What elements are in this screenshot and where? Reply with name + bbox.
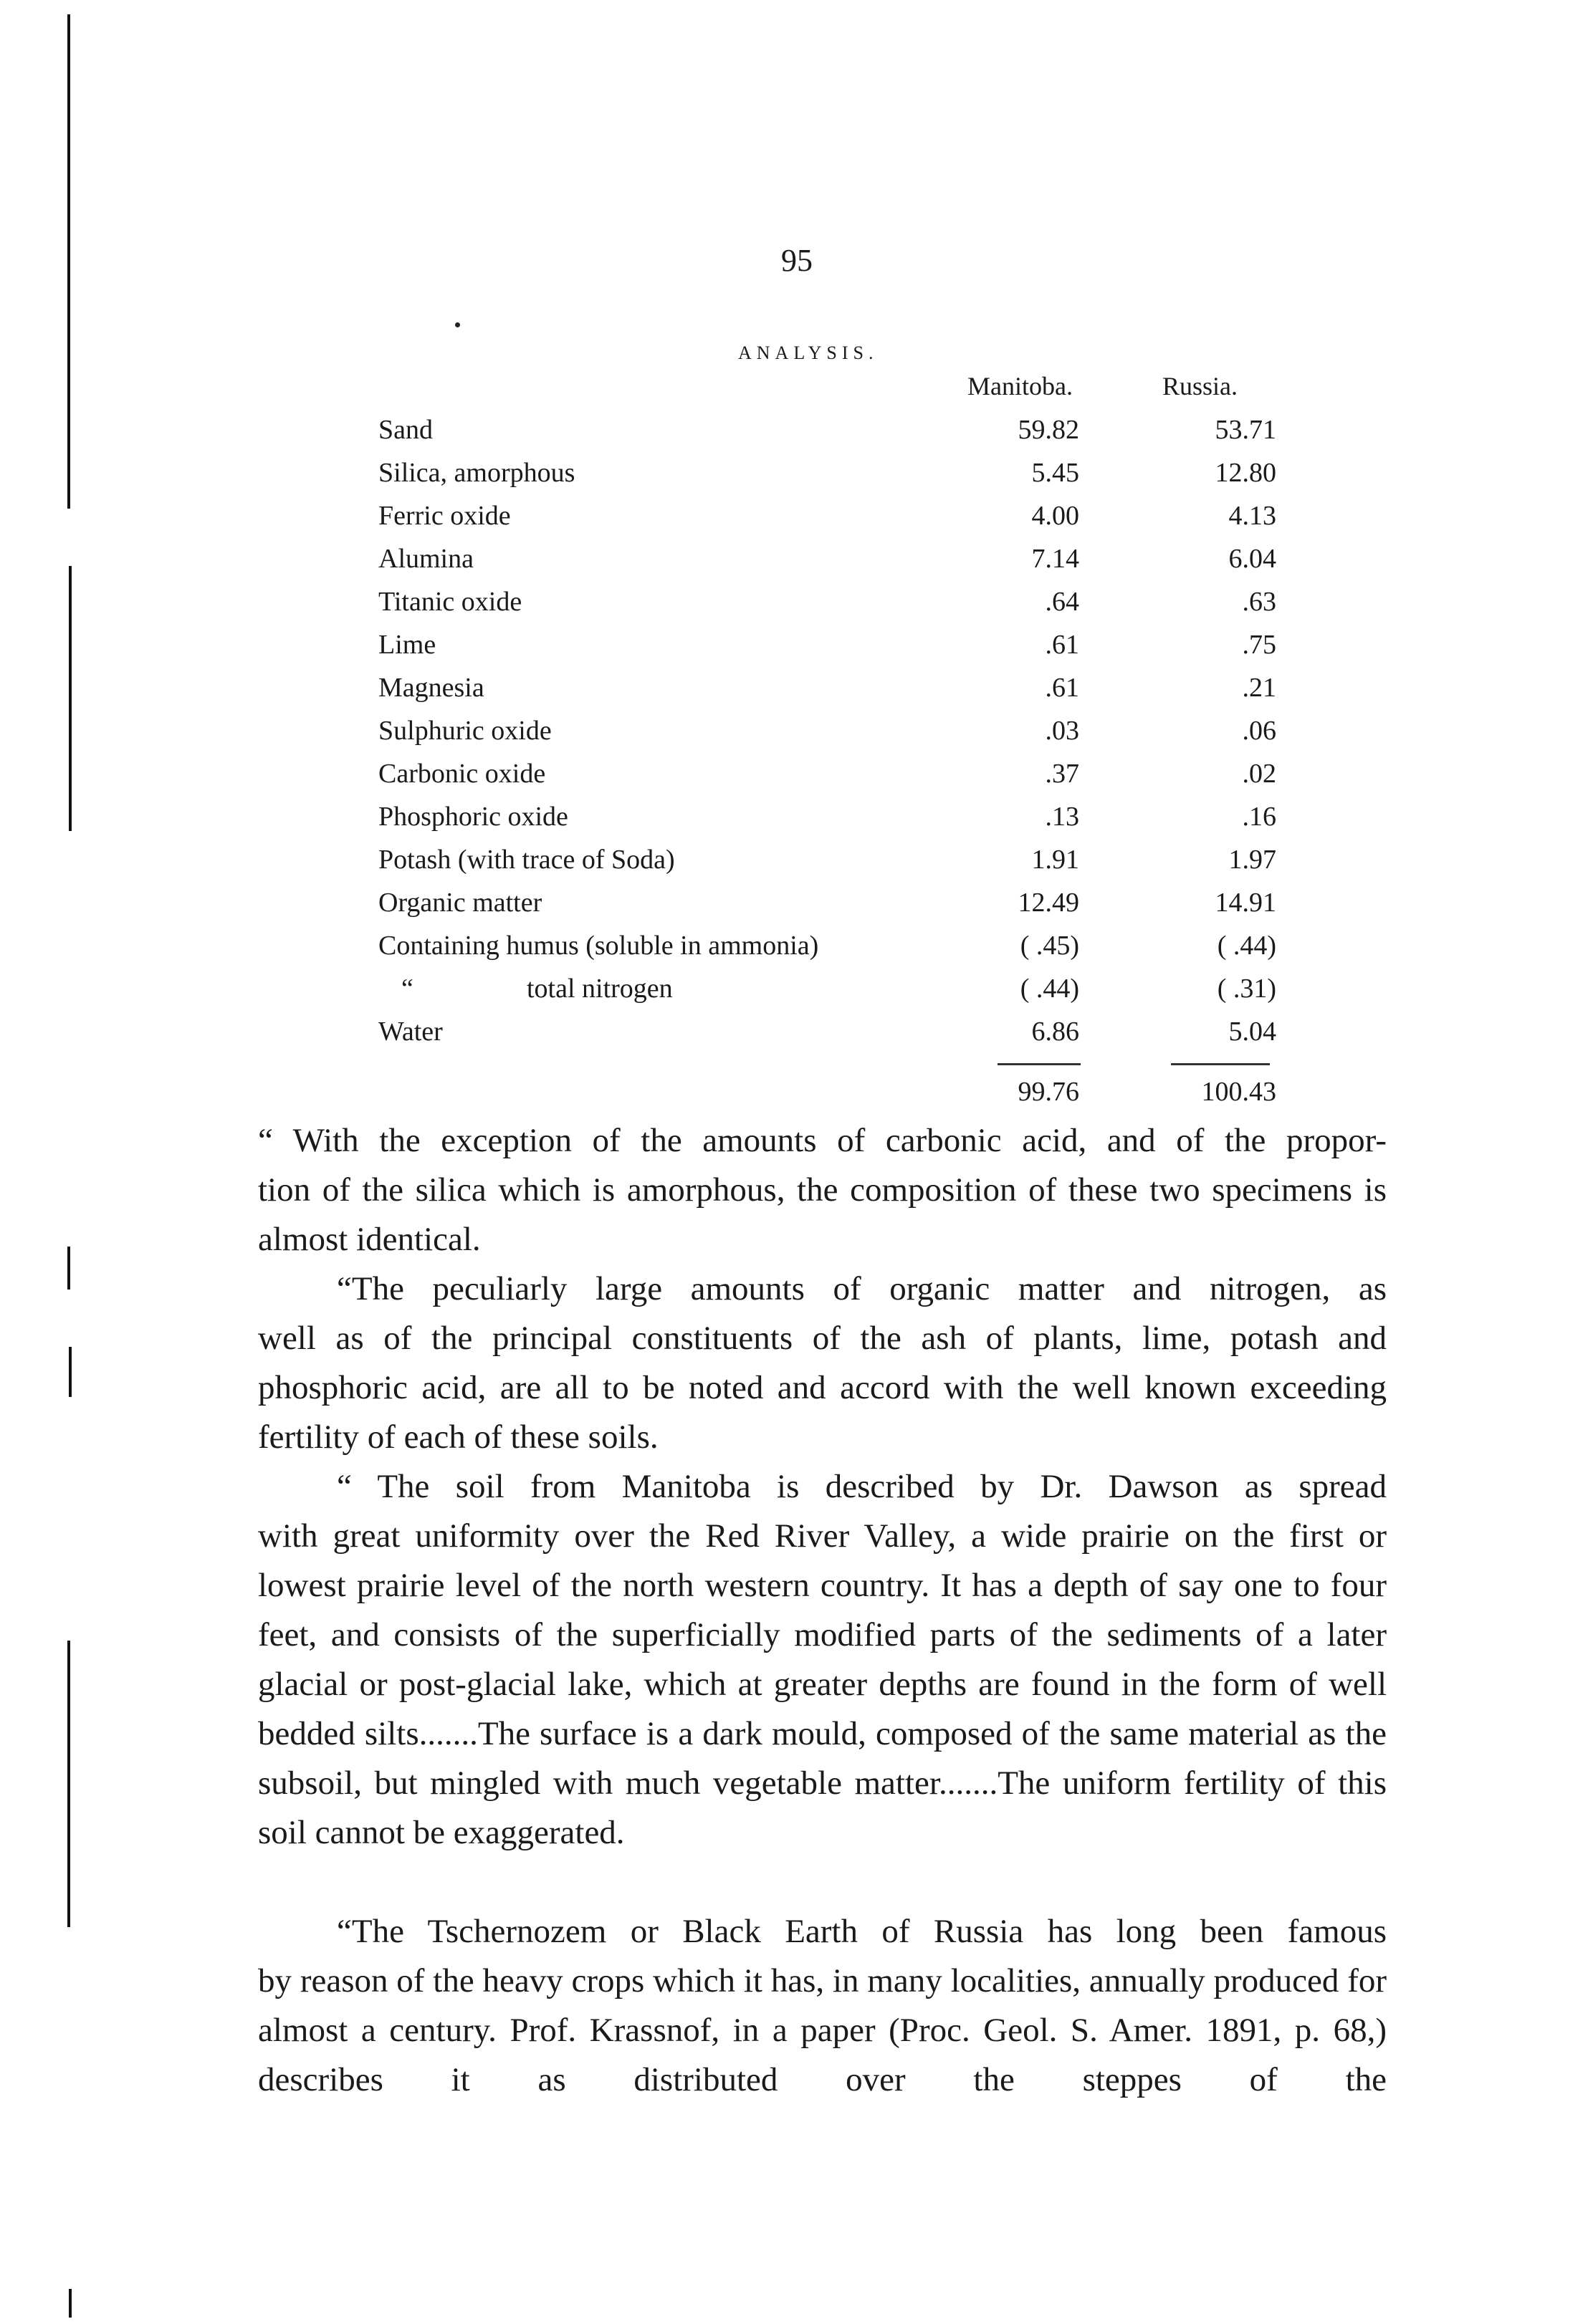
margin-mark bbox=[69, 2289, 72, 2318]
paragraph-text: by reason of the heavy crops which it has, in many localities, annually produced for almost a century. Prof. Krassnof, in a paper (Proc. Geol. S. Amer. 1891, p. 68,) describes it as distributed over the steppes of the bbox=[258, 1962, 1387, 2098]
russia-value: 53.71 bbox=[1215, 415, 1276, 445]
row-label: Sand bbox=[378, 415, 433, 445]
table-row bbox=[0, 586, 1588, 629]
russia-total: 100.43 bbox=[1201, 1077, 1276, 1107]
manitoba-total: 99.76 bbox=[1018, 1077, 1079, 1107]
manitoba-value: 5.45 bbox=[1031, 458, 1079, 488]
table-row bbox=[0, 715, 1588, 758]
stray-dot bbox=[455, 322, 460, 327]
russia-value: .06 bbox=[1242, 716, 1276, 746]
margin-mark bbox=[69, 1347, 72, 1397]
manitoba-value: .13 bbox=[1045, 802, 1079, 832]
row-label: Potash (with trace of Soda) bbox=[378, 845, 675, 875]
row-label-text: total nitrogen bbox=[527, 974, 673, 1004]
table-row bbox=[0, 844, 1588, 887]
row-label: Titanic oxide bbox=[378, 587, 522, 617]
manitoba-value: 4.00 bbox=[1031, 501, 1079, 531]
row-label: Sulphuric oxide bbox=[378, 716, 552, 746]
russia-value: 6.04 bbox=[1228, 544, 1276, 574]
russia-value: .21 bbox=[1242, 673, 1276, 703]
paragraph bbox=[258, 1907, 1387, 1956]
russia-value: 1.97 bbox=[1228, 845, 1276, 875]
paragraph-first-line: “ With the exception of the amounts of carbonic acid, and of the propor- bbox=[258, 1122, 1387, 1159]
row-label: Lime bbox=[378, 630, 436, 660]
manitoba-value: .64 bbox=[1045, 587, 1079, 617]
paragraph bbox=[258, 1462, 1387, 1512]
column-header-manitoba: Manitoba. bbox=[967, 372, 1073, 400]
russia-value: .16 bbox=[1242, 802, 1276, 832]
table-heading: ANALYSIS. bbox=[738, 342, 879, 363]
manitoba-value: 12.49 bbox=[1018, 888, 1079, 918]
table-row bbox=[0, 672, 1588, 715]
paragraph bbox=[258, 1512, 1387, 1858]
manitoba-value: 6.86 bbox=[1031, 1017, 1079, 1047]
russia-value: .75 bbox=[1242, 630, 1276, 660]
paragraph-first-line: “The Tschernozem or Black Earth of Russia has long been famous bbox=[337, 1913, 1387, 1950]
table-row bbox=[0, 457, 1588, 500]
total-rule-russia bbox=[1171, 1063, 1270, 1065]
russia-value: 12.80 bbox=[1215, 458, 1276, 488]
row-label bbox=[401, 973, 673, 1004]
paragraph-text: tion of the silica which is amorphous, the composition of these two specimens is almost identical. bbox=[258, 1171, 1387, 1258]
russia-value: .02 bbox=[1242, 759, 1276, 789]
ditto-mark: “ bbox=[401, 974, 413, 1004]
manitoba-value: ( .45) bbox=[1020, 931, 1079, 961]
column-header-russia: Russia. bbox=[1162, 372, 1238, 400]
row-label: Organic matter bbox=[378, 888, 542, 918]
paragraph bbox=[258, 1116, 1387, 1166]
manitoba-value: ( .44) bbox=[1020, 974, 1079, 1004]
manitoba-value: 59.82 bbox=[1018, 415, 1079, 445]
row-label: Water bbox=[378, 1017, 443, 1047]
row-label: Carbonic oxide bbox=[378, 759, 546, 789]
table-row bbox=[0, 758, 1588, 801]
manitoba-value: .61 bbox=[1045, 673, 1079, 703]
russia-value: 4.13 bbox=[1228, 501, 1276, 531]
paragraph-text: well as of the principal constituents of the ash of plants, lime, potash and phosphoric acid, are all to be noted and accord with the well known exceeding fertility of each of these soils. bbox=[258, 1320, 1387, 1456]
russia-value: ( .44) bbox=[1217, 931, 1276, 961]
table-row bbox=[0, 801, 1588, 844]
paragraph bbox=[258, 1956, 1387, 2105]
table-row bbox=[0, 930, 1588, 973]
table-row bbox=[0, 1016, 1588, 1059]
table-row bbox=[0, 414, 1588, 457]
margin-mark bbox=[67, 1247, 70, 1290]
row-label: Silica, amorphous bbox=[378, 458, 575, 488]
manitoba-value: 7.14 bbox=[1031, 544, 1079, 574]
page-number: 95 bbox=[781, 243, 813, 278]
margin-mark bbox=[67, 1641, 70, 1927]
row-label: Magnesia bbox=[378, 673, 484, 703]
row-label: Phosphoric oxide bbox=[378, 802, 568, 832]
row-label: Ferric oxide bbox=[378, 501, 511, 531]
russia-value: 14.91 bbox=[1215, 888, 1276, 918]
paragraph-first-line: “ The soil from Manitoba is described by Dr. Dawson as spread bbox=[337, 1468, 1387, 1505]
table-row bbox=[0, 629, 1588, 672]
manitoba-value: 1.91 bbox=[1031, 845, 1079, 875]
table-row bbox=[0, 500, 1588, 543]
table-row bbox=[0, 543, 1588, 586]
total-rule-manitoba bbox=[998, 1063, 1081, 1065]
manitoba-value: .37 bbox=[1045, 759, 1079, 789]
paragraph-first-line: “The peculiarly large amounts of organic matter and nitrogen, as bbox=[337, 1270, 1387, 1307]
manitoba-value: .61 bbox=[1045, 630, 1079, 660]
paragraph bbox=[258, 1166, 1387, 1264]
paragraph bbox=[258, 1314, 1387, 1462]
row-label: Alumina bbox=[378, 544, 474, 574]
russia-value: ( .31) bbox=[1217, 974, 1276, 1004]
totals-row bbox=[0, 1076, 1588, 1119]
manitoba-value: .03 bbox=[1045, 716, 1079, 746]
paragraph-text: with great uniformity over the Red River Valley, a wide prairie on the first or lowest prairie level of the north western country. It has a depth of say one to four feet, and consists of the superficially modified parts of the sediments of a later glacial or post-glacial lake, which at greater depths are found in the form of well bedded silts.......The surface is a dark mould, composed of the same material as the subsoil, but mingled with much vegetable matter.......The uniform fertility of this soil cannot be exaggerated. bbox=[258, 1517, 1387, 1851]
paragraph bbox=[258, 1264, 1387, 1314]
table-row bbox=[0, 973, 1588, 1016]
row-label: Containing humus (soluble in ammonia) bbox=[378, 931, 819, 961]
russia-value: 5.04 bbox=[1228, 1017, 1276, 1047]
table-row bbox=[0, 887, 1588, 930]
russia-value: .63 bbox=[1242, 587, 1276, 617]
